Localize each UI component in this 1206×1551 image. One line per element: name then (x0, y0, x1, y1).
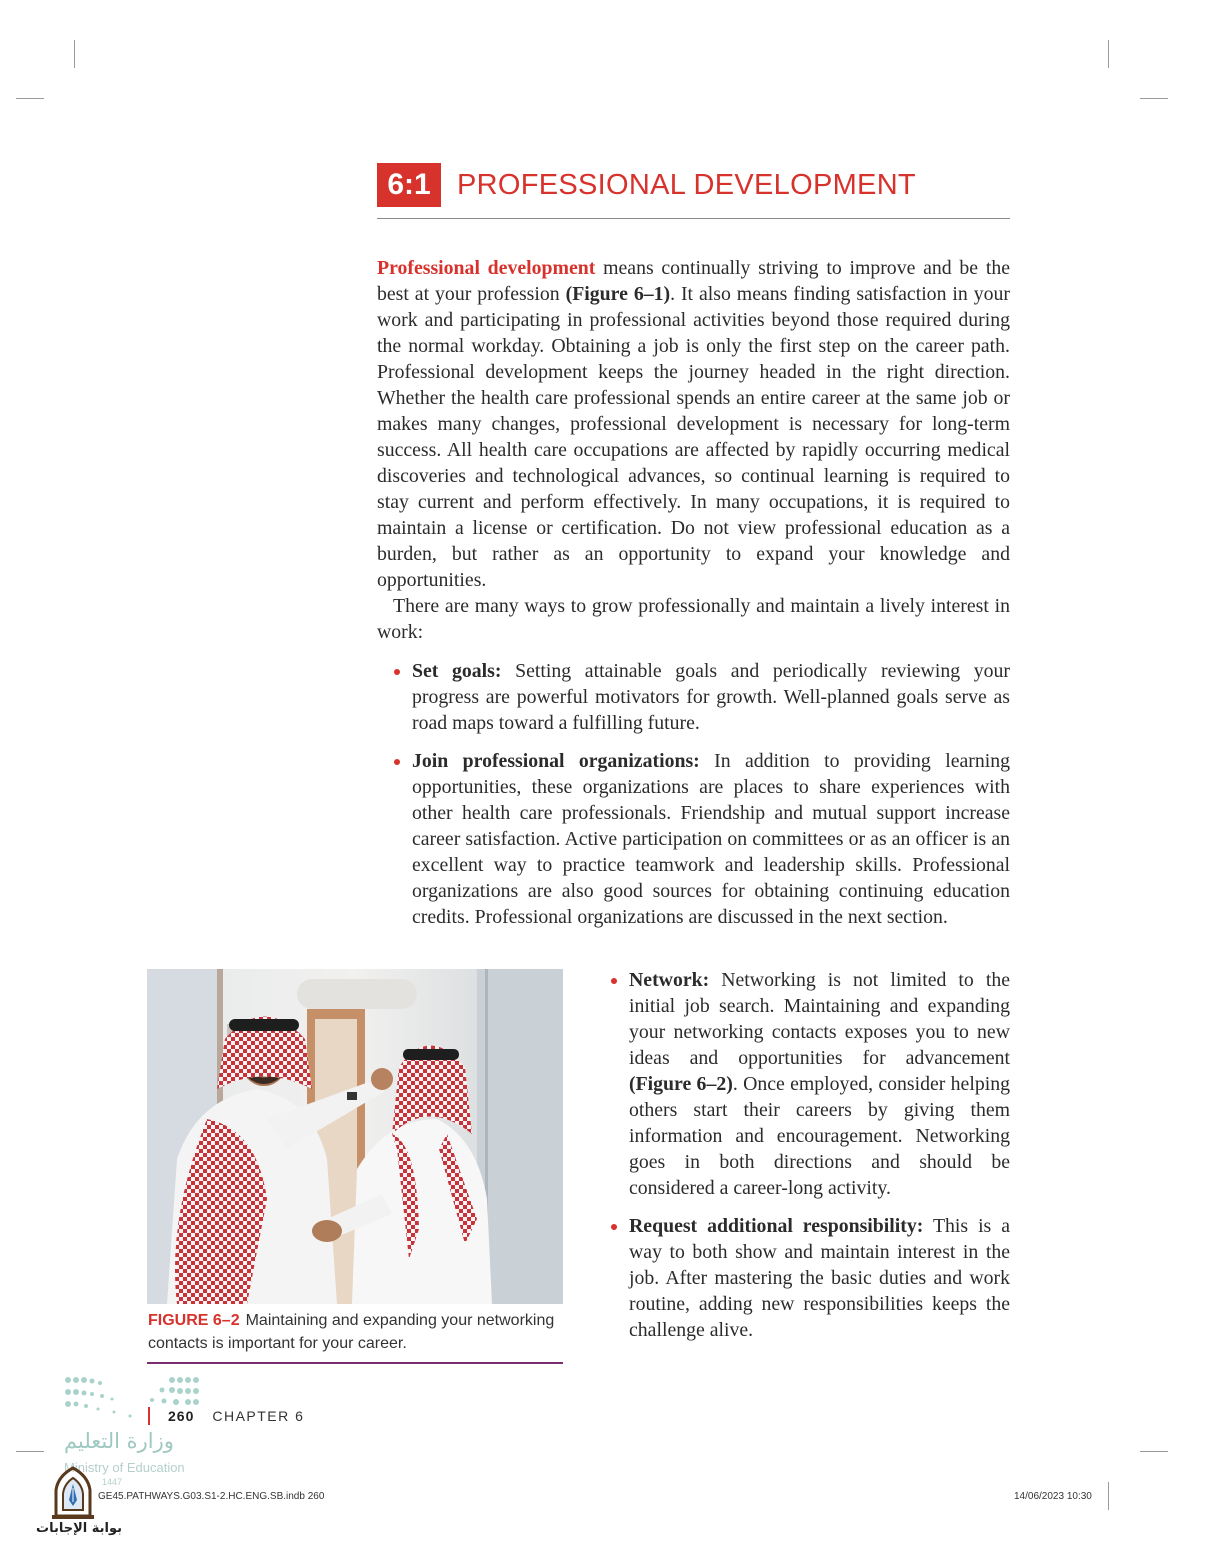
print-date: 14/06/2023 10:30 (1014, 1491, 1092, 1502)
ministry-year: 1447 (102, 1477, 123, 1487)
figure-photo (147, 969, 563, 1304)
figure-reference: (Figure 6–2) (629, 1073, 733, 1095)
list-item (377, 748, 1010, 930)
handshake-photo-illustration (147, 969, 563, 1304)
caption-text: Maintaining and expanding your networking contacts is important for your career. (148, 1312, 555, 1352)
caption-rule (147, 1362, 563, 1364)
bullet-lead: Network: (629, 969, 710, 991)
intro-paragraph (377, 255, 1010, 593)
ministry-english-name: Ministry of Education (64, 1460, 185, 1475)
key-term: Professional development (377, 257, 596, 279)
bullet-lead: Join professional organizations: (412, 750, 700, 772)
figure-label: FIGURE 6–2 (148, 1312, 240, 1329)
site-name: بوابة الإجابات (36, 1521, 122, 1536)
crop-mark (16, 98, 44, 99)
figure-caption (148, 1309, 563, 1355)
bullet-text: In addition to providing learning opportunities, these organizations are places to share experiences with other health care professionals. Friendship and mutual support increase career satisfaction. Active participation on committees or as an officer is an excellent way to practice teamwork and leadership skills. Professional organizations are also good sources for obtaining continuing education credits. Professional organizations are discussed in the next section. (412, 750, 1011, 928)
page-footer (148, 1406, 304, 1426)
bullet-list (377, 658, 1010, 930)
bullet-text: . Once employed, consider helping others start their careers by giving them information and encouragement. Networking goes in both directions and should be considered a career-long activity. (629, 1073, 1010, 1199)
chapter-label: CHAPTER 6 (212, 1408, 305, 1424)
crop-mark (74, 40, 75, 68)
bullet-lead: Request additional responsibility: (629, 1215, 924, 1237)
list-item (594, 1213, 1010, 1343)
ways-paragraph: There are many ways to grow professionally and maintain a lively interest in work: (377, 595, 1010, 643)
crop-mark (1108, 1482, 1109, 1510)
bullet-text: Networking is not limited to the initial job search. Maintaining and expanding your networking contacts exposes you to new ideas and opportunities for advancement (629, 969, 1010, 1069)
paragraph-text: . It also means finding satisfaction in your work and participating in professional activities beyond those required during the normal workday. Obtaining a job is only the first step on the career path. Professional development keeps the journey headed in the right direction. Whether the health care professional spends an entire career at the same job or makes many changes, professional development is necessary for long-term success. All health care occupations are affected by rapidly occurring medical discoveries and technological advances, so continual learning is required to stay current and perform effectively. In many occupations, it is required to maintain a license or certification. Do not view professional education as a burden, but rather as an opportunity to expand your knowledge and opportunities. (377, 283, 1011, 591)
bullet-lead: Set goals: (412, 660, 502, 682)
pen-lantern-logo-icon (48, 1466, 98, 1520)
ministry-arabic-name: وزارة التعليم (64, 1429, 174, 1453)
folio-divider (148, 1407, 150, 1425)
crop-mark (1140, 98, 1168, 99)
crop-mark (1140, 1451, 1168, 1452)
section-heading (377, 163, 1010, 219)
section-title: PROFESSIONAL DEVELOPMENT (457, 169, 916, 201)
list-item (377, 658, 1010, 736)
bullet-text: This is a way to both show and maintain interest in the job. After mastering the basic duties and work routine, adding new responsibilities keeps the challenge alive. (629, 1215, 1010, 1341)
print-slug: GE45.PATHWAYS.G03.S1-2.HC.ENG.SB.indb 260 (98, 1491, 325, 1502)
page-number: 260 (168, 1408, 195, 1424)
crop-mark (16, 1451, 44, 1452)
bullet-list (594, 967, 1010, 1343)
crop-mark (1108, 40, 1109, 68)
bullet-text: Setting attainable goals and periodically reviewing your progress are powerful motivators for growth. Well-planned goals serve as road maps toward a fulfilling future. (412, 660, 1010, 734)
figure-reference: (Figure 6–1) (565, 283, 671, 305)
paragraph-text: means continually striving to improve and be the best at your profession (377, 257, 1010, 305)
main-text (377, 255, 1010, 930)
section-number: 6:1 (377, 163, 441, 207)
right-column-text (594, 967, 1010, 1343)
list-item (594, 967, 1010, 1201)
